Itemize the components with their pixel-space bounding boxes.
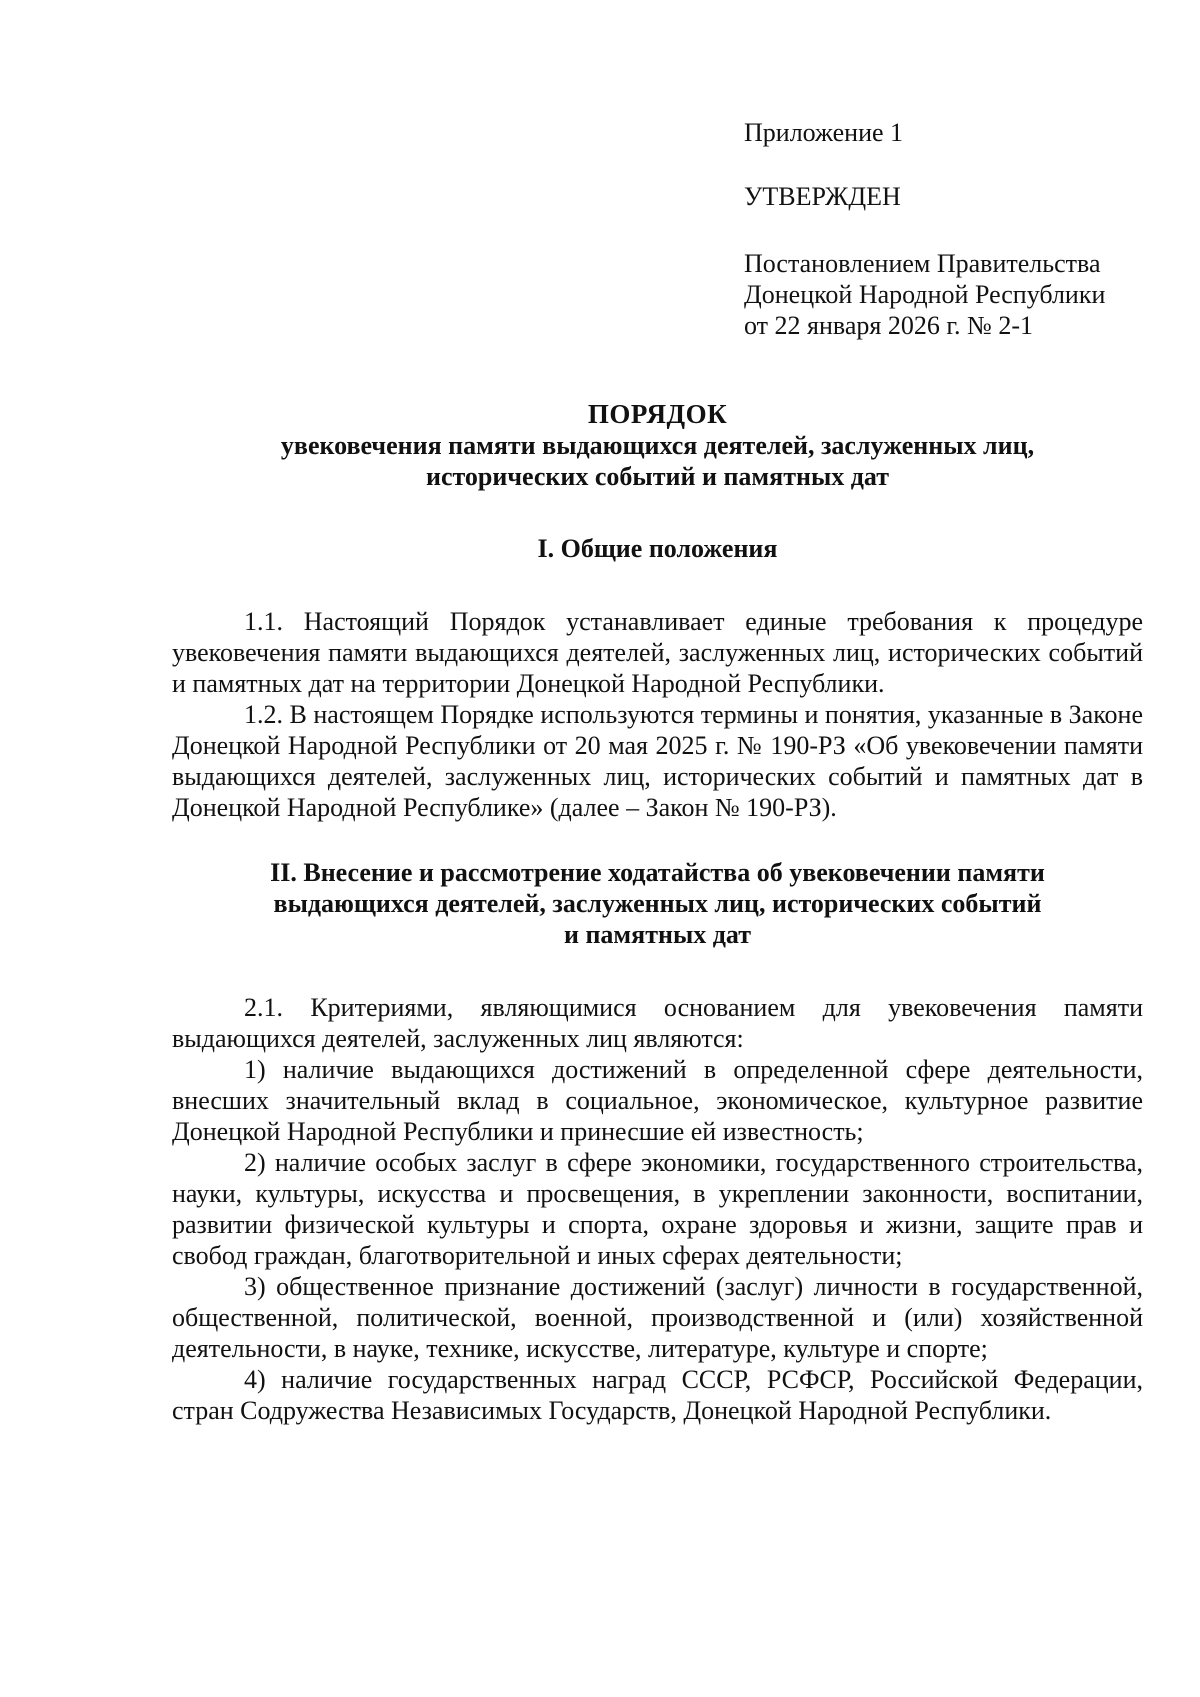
approval-stamp xyxy=(744,117,1164,341)
document-body xyxy=(172,399,1143,1426)
section-heading-2: II. Внесение и рассмотрение ходатайства об увековечении памяти выдающихся деятелей, заслуженных лиц, исторических событий и памятных дат xyxy=(270,858,1045,949)
appendix-label: Приложение 1 xyxy=(744,118,904,147)
section-heading-1: I. Общие положения xyxy=(537,534,778,563)
title-main: ПОРЯДОК xyxy=(587,399,728,429)
title-subtitle-line: исторических событий и памятных дат xyxy=(425,462,890,491)
decree-line: Постановлением Правительства xyxy=(744,249,1101,278)
list-item-2: 2) наличие особых заслуг в сфере экономики, государственного строительства, науки, культуры, искусства и просвещения, в укреплении законности, воспитании, развитии физической культуры и спорта, охране здоровья и жизни, защите прав и свобод граждан, благотворительной и иных сферах деятельности; xyxy=(172,1148,1143,1270)
title-subtitle-line: увековечения памяти выдающихся деятелей, заслуженных лиц, xyxy=(280,431,1035,460)
decree-date-number: от 22 января 2026 г. № 2-1 xyxy=(744,311,1034,340)
paragraph-1-1: 1.1. Настоящий Порядок устанавливает единые требования к процедуре увековечения памяти выдающихся деятелей, заслуженных лиц, исторических событий и памятных дат на территории Донецкой Народной Республики. xyxy=(172,607,1143,698)
list-item-3: 3) общественное признание достижений (заслуг) личности в государственной, общественной, политической, военной, производственной и (или) хозяйственной деятельности, в науке, технике, искусстве, литературе, культуре и спорте; xyxy=(172,1272,1143,1363)
approved-label: УТВЕРЖДЕН xyxy=(744,182,901,211)
paragraph-2-1: 2.1. Критериями, являющимися основанием для увековечения памяти выдающихся деятелей, заслуженных лиц являются: xyxy=(172,993,1143,1053)
list-item-4: 4) наличие государственных наград СССР, РСФСР, Российской Федерации, стран Содружества Независимых Государств, Донецкой Народной Республики. xyxy=(172,1365,1143,1425)
list-item-1: 1) наличие выдающихся достижений в определенной сфере деятельности, внесших значительный вклад в социальное, экономическое, культурное развитие Донецкой Народной Республики и принесшие ей известность; xyxy=(172,1055,1143,1146)
paragraph-1-2: 1.2. В настоящем Порядке используются термины и понятия, указанные в Законе Донецкой Народной Республики от 20 мая 2025 г. № 190-РЗ «Об увековечении памяти выдающихся деятелей, заслуженных лиц, исторических событий и памятных дат в Донецкой Народной Республике» (далее – Закон № 190-РЗ). xyxy=(172,700,1143,822)
decree-line: Донецкой Народной Республики xyxy=(744,280,1106,309)
document-title xyxy=(172,399,1143,492)
